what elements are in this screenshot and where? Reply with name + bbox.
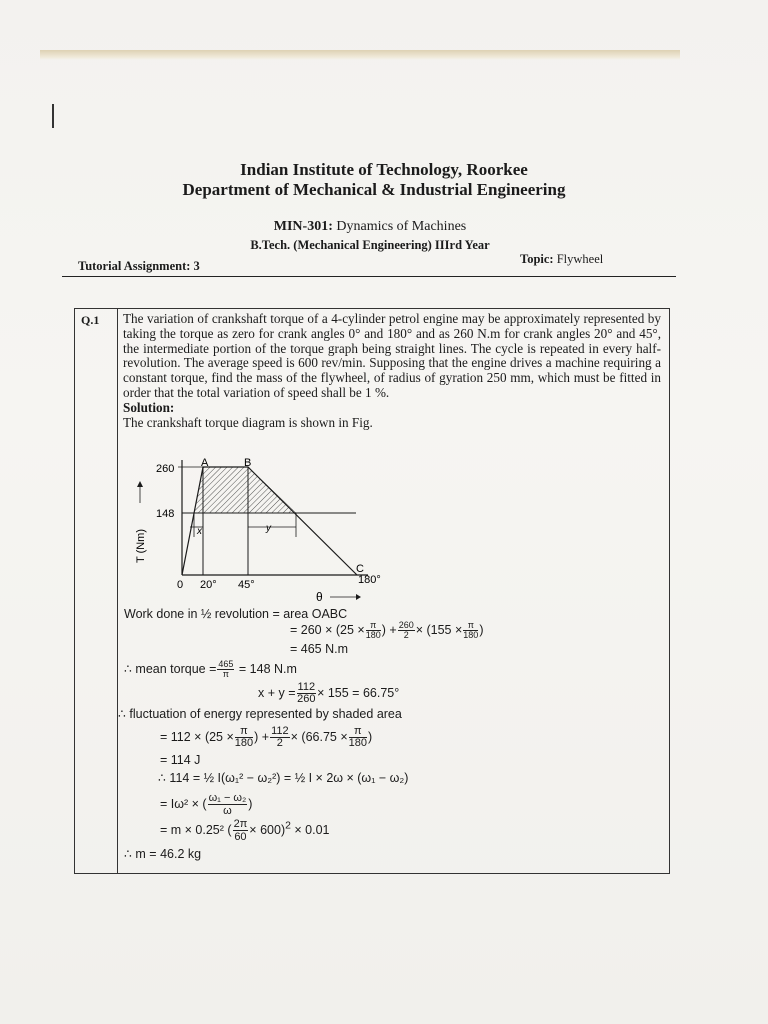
eq-part: ) bbox=[479, 622, 484, 637]
margin-mark bbox=[52, 104, 54, 128]
question-label: Q.1 bbox=[81, 313, 100, 327]
frac-den: 60 bbox=[234, 831, 247, 843]
fraction bbox=[366, 621, 381, 640]
eq-part: = Iω² × bbox=[160, 796, 199, 811]
sol-line-8: = 114 J bbox=[160, 753, 201, 767]
header-rule bbox=[62, 276, 676, 277]
shaded-area bbox=[194, 467, 296, 513]
x-tick-0: 0 bbox=[177, 579, 184, 591]
point-c-label: C bbox=[356, 563, 364, 575]
sol-line-1: Work done in ½ revolution = area OABC bbox=[124, 607, 348, 621]
eq-part: = 260 × (25 × bbox=[290, 622, 365, 637]
frac-den: 180 bbox=[348, 737, 367, 749]
topic-line bbox=[520, 252, 603, 267]
question-text-block bbox=[123, 312, 661, 430]
point-b-label: B bbox=[244, 457, 252, 469]
point-a-label: A bbox=[201, 457, 209, 469]
x-tick-20: 20° bbox=[200, 579, 217, 591]
course-code: MIN-301: bbox=[273, 219, 333, 234]
x-axis-label-arrowhead bbox=[356, 594, 361, 600]
sol-line-5 bbox=[258, 682, 399, 705]
frac-den: π bbox=[222, 669, 230, 679]
frac-num: π bbox=[463, 621, 478, 631]
frac-den: 180 bbox=[463, 630, 479, 640]
x-axis-label: θ bbox=[316, 590, 323, 604]
sol-line-2 bbox=[290, 621, 484, 640]
fraction bbox=[233, 818, 249, 843]
topic-value: Flywheel bbox=[553, 252, 604, 266]
tutorial-label: Tutorial Assignment: 3 bbox=[78, 259, 200, 273]
fraction bbox=[398, 621, 415, 640]
scan-edge-strip bbox=[40, 50, 680, 60]
fraction bbox=[208, 792, 248, 817]
program-line: B.Tech. (Mechanical Engineering) IIIrd Year bbox=[250, 238, 490, 252]
frac-num: 112 bbox=[271, 725, 289, 737]
frac-den: ω bbox=[223, 805, 232, 817]
frac-den: 180 bbox=[365, 630, 381, 640]
eq-part: × 0.01 bbox=[294, 822, 330, 837]
course-line bbox=[0, 219, 740, 235]
sol-line-6: ∴ fluctuation of energy represented by shaded area bbox=[118, 707, 402, 721]
eq-part: × (66.75 × bbox=[290, 729, 348, 744]
eq-part: ) bbox=[368, 729, 373, 744]
eq-part: = m × 0.25² bbox=[160, 822, 224, 837]
frac-num: π bbox=[349, 726, 367, 738]
sol-line-4 bbox=[124, 660, 297, 679]
institute-title: Indian Institute of Technology, Roorkee bbox=[240, 160, 528, 179]
fraction bbox=[297, 682, 317, 705]
frac-num: 112 bbox=[297, 681, 316, 693]
frac-num: π bbox=[235, 726, 253, 738]
sol-line-9: ∴ 114 = ½ I(ω₁² − ω₂²) = ½ I × 2ω × (ω₁ − ω₂) bbox=[158, 771, 409, 785]
frac-num: 260 bbox=[398, 620, 414, 630]
frac-den: 2 bbox=[403, 630, 409, 640]
eq-part: ∴ mean torque = bbox=[124, 661, 217, 676]
sol-line-3: = 465 N.m bbox=[290, 642, 349, 656]
eq-part: = 112 × (25 × bbox=[160, 729, 234, 744]
eq-part: ) + bbox=[381, 622, 397, 637]
torque-diagram bbox=[120, 455, 400, 605]
sol-line-7 bbox=[160, 726, 372, 749]
frac-num: π bbox=[366, 621, 381, 631]
sol-line-12: ∴ m = 46.2 kg bbox=[124, 847, 202, 861]
x-tick-45: 45° bbox=[238, 579, 255, 591]
x-tick-180: 180° bbox=[358, 574, 381, 586]
question-number-column bbox=[75, 309, 118, 873]
eq-part: = 148 N.m bbox=[238, 661, 297, 676]
department-title: Department of Mechanical & Industrial Engineering bbox=[182, 180, 566, 199]
question-text: The variation of crankshaft torque of a 4-cylinder petrol engine may be approximately represented by taking the torque as zero for crank angles 0° and 180° and as 260 N.m for crank angles 20° and 45°, the intermediate portion of the torque graph being straight lines. The cycle is repeated in every half-revolution. The average speed is 600 rev/min. Supposing that the engine drives a machine requiring a constant torque, find the mass of the flywheel, of radius of gyration 250 mm, which must be fitted in order that the total variation of speed shall be 1 %. bbox=[123, 311, 661, 400]
fraction bbox=[463, 621, 478, 640]
diagram-caption: The crankshaft torque diagram is shown in Fig. bbox=[123, 414, 373, 430]
fraction bbox=[270, 726, 290, 749]
solution-label: Solution: bbox=[123, 399, 175, 415]
eq-part: × 600 bbox=[249, 822, 281, 837]
frac-den: 2 bbox=[276, 737, 283, 749]
fraction bbox=[217, 660, 234, 679]
y-axis-label: T (Nm) bbox=[135, 528, 147, 563]
fraction bbox=[349, 726, 367, 749]
frac-num: 2π bbox=[233, 818, 248, 830]
frac-den: 260 bbox=[297, 693, 316, 705]
eq-part: × (155 × bbox=[415, 622, 463, 637]
frac-num: 465 bbox=[218, 659, 234, 669]
dim-x-label: x bbox=[197, 526, 202, 537]
eq-part: x + y = bbox=[258, 685, 296, 700]
eq-part: × 155 = 66.75° bbox=[317, 685, 400, 700]
eq-part: ) + bbox=[254, 729, 270, 744]
fraction bbox=[235, 726, 253, 749]
topic-label: Topic: bbox=[520, 252, 554, 266]
course-name: Dynamics of Machines bbox=[332, 219, 467, 234]
frac-num: ω₁ − ω₂ bbox=[208, 792, 247, 804]
dim-y-label: y bbox=[266, 523, 271, 534]
sol-line-10: = Iω² × ( $\frac{\text{ω₁ − ω₂}}{\omega}$ ) bbox=[160, 792, 253, 817]
frac-den: 180 bbox=[234, 737, 254, 749]
sol-line-11: = m × 0.25² ( $\frac{2\pi}{60}$ × 600)$^2$ × 0.01 bbox=[160, 818, 330, 843]
y-tick-260: 260 bbox=[156, 463, 175, 475]
y-tick-148: 148 bbox=[156, 508, 175, 520]
y-axis-label-arrowhead bbox=[137, 481, 143, 487]
